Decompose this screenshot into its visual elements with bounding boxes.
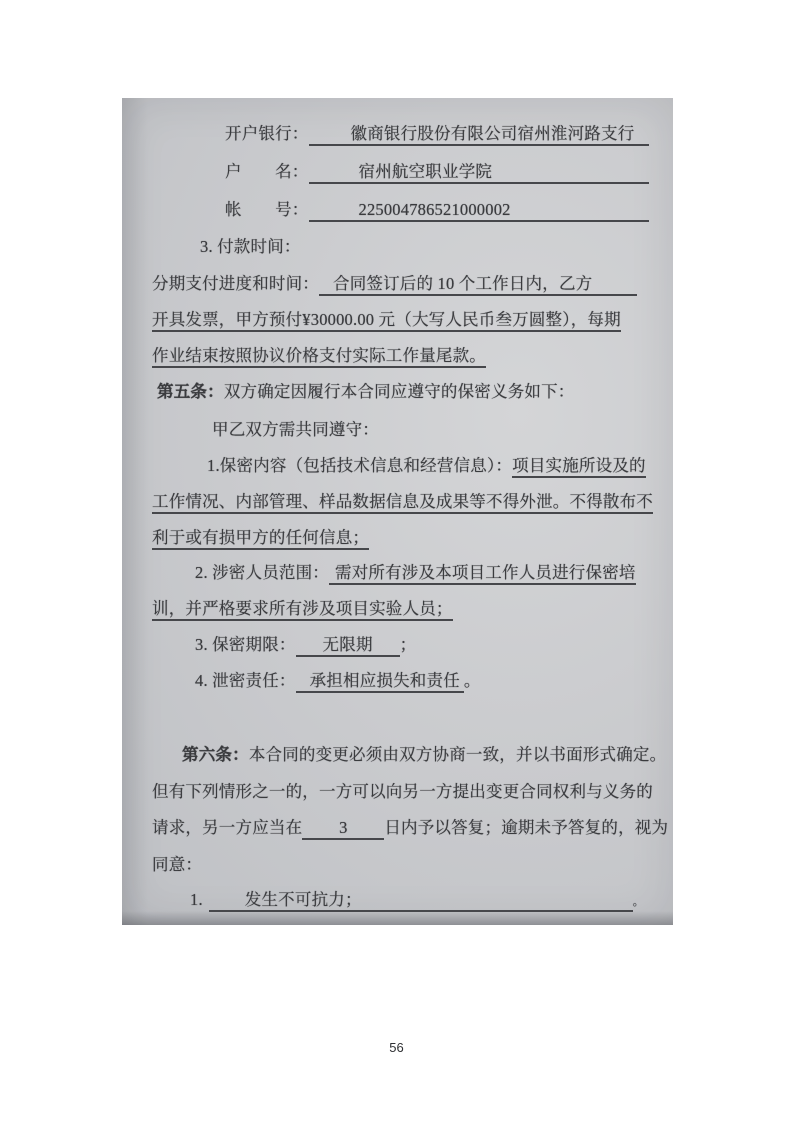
article5-item4-tail: 。 [463, 671, 481, 690]
article6-heading-row [182, 744, 666, 766]
account-no-underline [309, 200, 649, 222]
article5-item3-row [195, 634, 416, 657]
article5-item1-value2: 工作情况、内部管理、样品数据信息及成果等不得外泄。不得散布不 [152, 492, 653, 514]
article6-item1-value: 发生不可抗力； [244, 890, 362, 909]
article5-heading: 第五条： [157, 382, 224, 401]
bank-underline [309, 124, 649, 146]
article5-item3-label: 3. 保密期限： [195, 635, 296, 654]
article6-line3-prefix: 请求，另一方应当在 [152, 818, 303, 837]
bank-row [225, 123, 649, 146]
article6-item1-num: 1. [190, 890, 203, 909]
article5-item2-row2 [152, 598, 453, 621]
page-number: 56 [389, 1040, 404, 1055]
article6-line4-row [152, 854, 202, 876]
account-no-row [225, 199, 649, 222]
article5-item1-value1: 项目实施所设及的 [512, 456, 646, 478]
article5-item1-value3: 利于或有损甲方的任何信息； [152, 528, 369, 550]
article6-line1: 本合同的变更必须由双方协商一致，并以书面形式确定。 [248, 745, 667, 764]
payment-schedule-row3 [152, 345, 486, 368]
payment-schedule-row2 [152, 309, 621, 332]
article5-item4-label: 4. 泄密责任： [195, 671, 296, 690]
article5-item2-value2: 训，并严格要求所有涉及项目实验人员； [152, 599, 453, 621]
article5-item2-value1: 需对所有涉及本项目工作人员进行保密培 [329, 563, 636, 585]
account-name-label: 户 名： [225, 162, 309, 181]
article6-line4: 同意： [152, 855, 203, 874]
article5-item2-label: 2. 涉密人员范围： [195, 563, 329, 582]
article6-item1-row [190, 889, 644, 913]
payment-schedule-line1: 合同签订后的 10 个工作日内，乙方 [333, 274, 593, 293]
payment-schedule-label: 分期支付进度和时间： [152, 274, 319, 293]
article5-item1-row [207, 455, 646, 478]
article6-heading: 第六条： [182, 745, 249, 764]
account-no-label: 帐 号： [225, 200, 309, 219]
article6-line2-row [152, 781, 653, 803]
article6-reply-days-blank: 3 [302, 818, 384, 840]
payment-heading [200, 236, 301, 258]
article5-intro: 双方确定因履行本合同应遵守的保密义务如下： [223, 382, 575, 401]
article6-line3-row [152, 817, 668, 840]
article5-mutual-row [212, 419, 379, 441]
account-name-value: 宿州航空职业学院 [358, 162, 493, 181]
account-name-row [225, 161, 649, 184]
account-no-value: 225004786521000002 [358, 200, 511, 219]
bank-value: 徽商银行股份有限公司宿州淮河路支行 [350, 124, 635, 143]
article5-item1-row2 [152, 491, 653, 514]
article5-heading-row [157, 381, 575, 403]
account-name-underline [309, 162, 649, 184]
article6-line3-suffix: 日内予以答复；逾期未予答复的，视为 [384, 818, 669, 837]
article6-line2: 但有下列情形之一的，一方可以向另一方提出变更合同权利与义务的 [152, 782, 653, 801]
article5-item3-value: 无限期 [296, 635, 400, 657]
article5-item1-row3 [152, 527, 369, 550]
article5-mutual: 甲乙双方需共同遵守： [212, 420, 379, 439]
article5-item3-tail: ； [399, 635, 417, 654]
scanned-contract-photo [122, 98, 673, 925]
payment-schedule-underline [319, 274, 637, 296]
bank-label: 开户银行： [225, 124, 309, 143]
payment-schedule-row [152, 273, 637, 296]
article6-item1-tail: 。 [632, 896, 644, 908]
article5-item4-row [195, 670, 481, 693]
payment-schedule-line3: 作业结束按照协议价格支付实际工作量尾款。 [152, 346, 486, 368]
article5-item4-value: 承担相应损失和责任 [296, 671, 464, 693]
payment-heading-text: 3. 付款时间： [200, 237, 301, 256]
article5-item2-row [195, 562, 636, 585]
article6-item1-underline [209, 890, 633, 912]
payment-schedule-line2: 开具发票，甲方预付¥30000.00 元（大写人民币叁万圆整），每期 [152, 310, 621, 332]
article5-item1-label: 1.保密内容（包括技术信息和经营信息）： [207, 456, 513, 475]
